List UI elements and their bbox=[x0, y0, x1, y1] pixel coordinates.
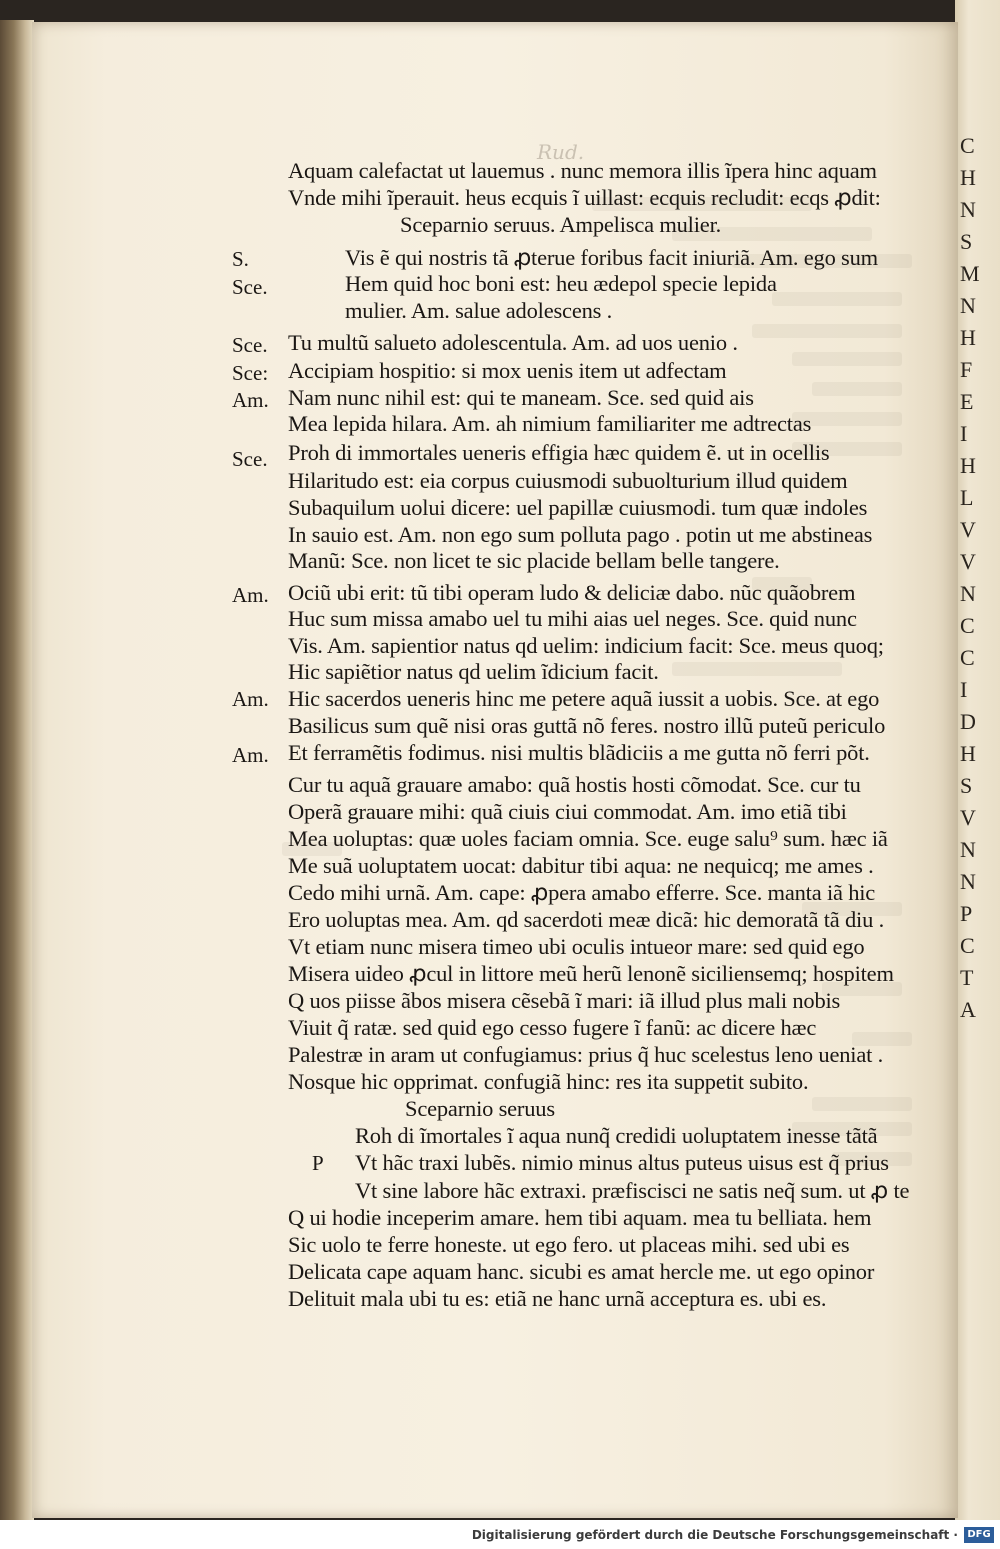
text-line: Delicata cape aquam hanc. sicubi es amat hercle me. ut ego opinor bbox=[288, 1259, 875, 1284]
text-line: Sceparnio seruus bbox=[405, 1096, 555, 1121]
facing-page-letter: V bbox=[960, 805, 976, 830]
text-line: Roh di ĩmortales ĩ aqua nunq̃ credidi uoluptatem inesse tãtã bbox=[355, 1123, 878, 1148]
text-line: Vt hãc traxi lubẽs. nimio minus altus puteus uisus est q̃ prius bbox=[355, 1150, 889, 1175]
text-line: Huc sum missa amabo uel tu mihi aias uel neges. Sce. quid nunc bbox=[288, 606, 857, 631]
text-line: Hem quid hoc boni est: heu ædepol specie lepida bbox=[345, 271, 777, 296]
facing-page-letter: N bbox=[960, 293, 976, 318]
running-head: Rud. bbox=[537, 140, 585, 164]
text-line: Vis. Am. sapientior natus qd uelim: indicium facit: Sce. meus quoq; bbox=[288, 633, 884, 658]
facing-page-letter: C bbox=[960, 645, 975, 670]
dfg-logo: DFG bbox=[964, 1527, 994, 1543]
text-line: In sauio est. Am. non ego sum polluta pago . potin ut me abstineas bbox=[288, 522, 873, 547]
facing-page-letter: P bbox=[960, 901, 973, 926]
speaker-label: Am. bbox=[232, 687, 269, 711]
text-line: Accipiam hospitio: si mox uenis item ut adfectam bbox=[288, 358, 727, 383]
facing-page-letter: H bbox=[960, 453, 976, 478]
facing-page-letter: N bbox=[960, 581, 976, 606]
facing-page-letter: C bbox=[960, 133, 975, 158]
text-line: Mea uoluptas: quæ uoles faciam omnia. Sce. euge salu⁹ sum. hæc iã bbox=[288, 826, 888, 851]
text-line: Operã grauare mihi: quã ciuis ciui commodat. Am. imo etiã tibi bbox=[288, 799, 847, 824]
facing-page-letter: D bbox=[960, 709, 976, 734]
facing-page-letter: E bbox=[960, 389, 974, 414]
facing-page-letter: C bbox=[960, 613, 975, 638]
facing-page-letter: S bbox=[960, 229, 973, 254]
page-stack-left bbox=[0, 20, 34, 1520]
speaker-label: Sce. bbox=[232, 275, 268, 299]
text-line: Vt sine labore hãc extraxi. præfiscisci ne satis neq̃ sum. ut ꝓ te bbox=[355, 1178, 910, 1203]
speaker-label: Sce. bbox=[232, 447, 268, 471]
speaker-label: S. bbox=[232, 247, 249, 271]
funding-credit: Digitalisierung gefördert durch die Deutsche Forschungsgemeinschaft · bbox=[471, 1528, 958, 1542]
text-line: Q ui hodie inceperim amare. hem tibi aquam. mea tu belliata. hem bbox=[288, 1205, 872, 1230]
text-line: Tu multũ salueto adolescentula. Am. ad uos uenio . bbox=[288, 330, 738, 355]
text-line: Hic sapiẽtior natus qd uelim ĩdicium facit. bbox=[288, 659, 659, 684]
facing-page-letter: F bbox=[960, 357, 973, 382]
text-line: Palestræ in aram ut confugiamus: prius q̃ huc scelestus leno ueniat . bbox=[288, 1042, 884, 1067]
text-line: Q uos piisse ãbos misera cẽsebã ĩ mari: iã illud plus mali nobis bbox=[288, 988, 841, 1013]
speaker-label: Am. bbox=[232, 583, 269, 607]
text-line: Mea lepida hilara. Am. ah nimium familiariter me adtrectas bbox=[288, 411, 812, 436]
facing-page-letter: V bbox=[960, 517, 976, 542]
text-line: Me suã uoluptatem uocat: dabitur tibi aqua: ne nequicq; me ames . bbox=[288, 853, 874, 878]
speaker-label: Am. bbox=[232, 388, 269, 412]
text-line: Basilicus sum quẽ nisi oras guttã nõ feres. nostro illũ puteũ periculo bbox=[288, 713, 886, 738]
text-line: Sceparnio seruus. Ampelisca mulier. bbox=[400, 212, 722, 237]
text-line: Misera uideo ꝓcul in littore meũ herũ lenonẽ siciliensemq; hospitem bbox=[288, 961, 894, 986]
text-line: Et ferramẽtis fodimus. nisi multis blãdiciis a me gutta nõ ferri põt. bbox=[288, 740, 870, 765]
text-line: Manũ: Sce. non licet te sic placide bellam belle tangere. bbox=[288, 548, 780, 573]
text-line: Vt etiam nunc misera timeo ubi oculis intueor mare: sed quid ego bbox=[288, 934, 865, 959]
text-line: Hic sacerdos ueneris hinc me petere aquã iussit a uobis. Sce. at ego bbox=[288, 686, 880, 711]
text-line: Viuit q̃ ratæ. sed quid ego cesso fugere ĩ fanũ: ac dicere hæc bbox=[288, 1015, 817, 1040]
facing-page-letter: I bbox=[960, 677, 968, 702]
facing-page-letters bbox=[960, 130, 1000, 1026]
speaker-label: Am. bbox=[232, 743, 269, 767]
speaker-label: P bbox=[312, 1151, 324, 1175]
facing-page-letter: S bbox=[960, 773, 973, 798]
facing-page-letter: T bbox=[960, 965, 974, 990]
text-line: Sic uolo te ferre honeste. ut ego fero. ut placeas mihi. sed ubi es bbox=[288, 1232, 850, 1257]
text-line: Aquam calefactat ut lauemus . nunc memora illis ĩpera hinc aquam bbox=[288, 158, 877, 183]
text-line: mulier. Am. salue adolescens . bbox=[345, 298, 613, 323]
text-line: Ociũ ubi erit: tũ tibi operam ludo & deliciæ dabo. nũc quãobrem bbox=[288, 580, 856, 605]
facing-page-letter: N bbox=[960, 837, 976, 862]
facing-page-letter: I bbox=[960, 421, 968, 446]
text-line: Nam nunc nihil est: qui te maneam. Sce. sed quid ais bbox=[288, 385, 754, 410]
text-line: Vis ẽ qui nostris tã ꝓterue foribus facit iniuriã. Am. ego sum bbox=[345, 245, 878, 270]
text-line: Delituit mala ubi tu es: etiã ne hanc urnã acceptura es. ubi es. bbox=[288, 1286, 827, 1311]
facing-page-letter: L bbox=[960, 485, 974, 510]
facing-page-letter: H bbox=[960, 325, 976, 350]
text-line: Nosque hic opprimat. confugiã hinc: res ita suppetit subito. bbox=[288, 1069, 809, 1094]
text-line: Hilaritudo est: eia corpus cuiusmodi subuolturium illud quidem bbox=[288, 468, 848, 493]
facing-page-letter: H bbox=[960, 165, 976, 190]
facing-page-letter: M bbox=[960, 261, 980, 286]
facing-page-letter: V bbox=[960, 549, 976, 574]
text-line: Cur tu aquã grauare amabo: quã hostis hosti cõmodat. Sce. cur tu bbox=[288, 772, 861, 797]
text-line: Ero uoluptas mea. Am. qd sacerdoti meæ dicã: hic demoratã tã diu . bbox=[288, 907, 885, 932]
speaker-label: Sce. bbox=[232, 333, 268, 357]
text-line: Vnde mihi ĩperauit. heus ecquis ĩ uillast: ecquis recludit: ecqs ꝓdit: bbox=[288, 185, 881, 210]
facing-page-letter: N bbox=[960, 197, 976, 222]
facing-page-letter: C bbox=[960, 933, 975, 958]
text-line: Cedo mihi urnã. Am. cape: ꝓpera amabo efferre. Sce. manta iã hic bbox=[288, 880, 876, 905]
facing-page-letter: A bbox=[960, 997, 976, 1022]
facing-page-letter: N bbox=[960, 869, 976, 894]
text-line: Proh di immortales ueneris effigia hæc quidem ẽ. ut in ocellis bbox=[288, 440, 830, 465]
text-line: Subaquilum uolui dicere: uel papillæ cuiusmodi. tum quæ indoles bbox=[288, 495, 868, 520]
speaker-label: Sce: bbox=[232, 361, 269, 385]
facing-page-letter: H bbox=[960, 741, 976, 766]
